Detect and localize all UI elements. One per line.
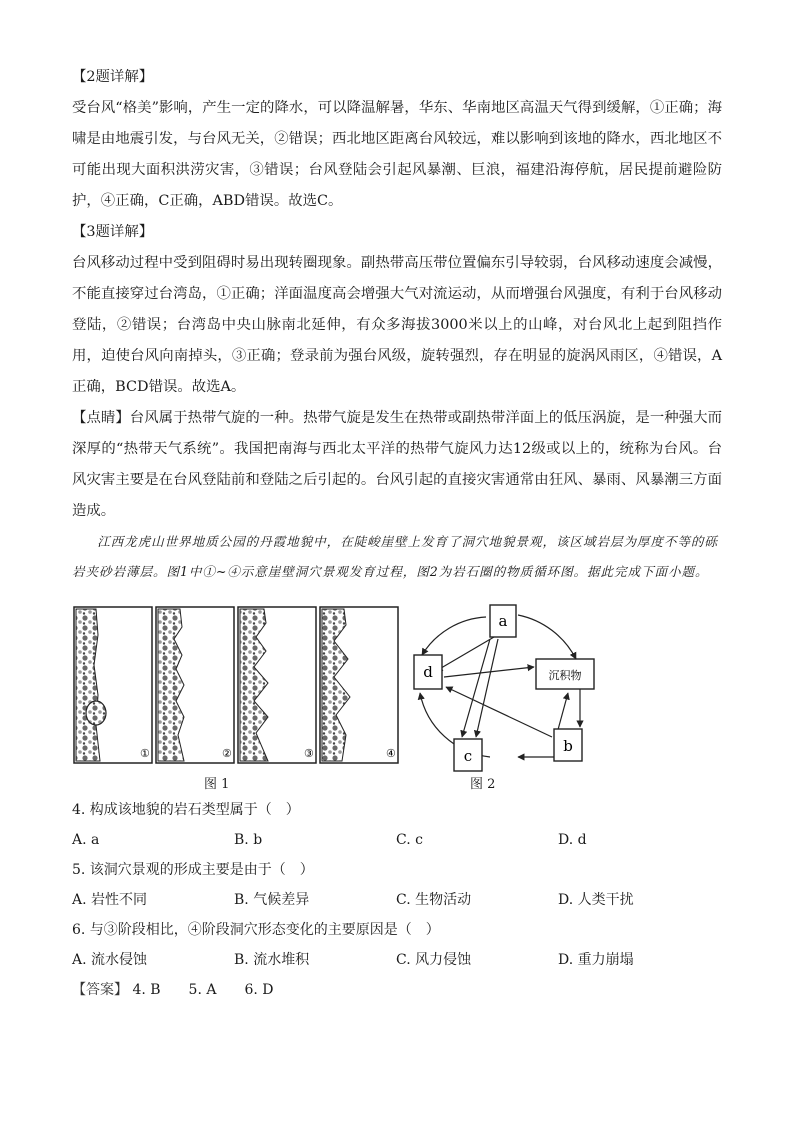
- svg-text:a: a: [498, 612, 508, 630]
- stage-label-2: ②: [222, 747, 232, 760]
- question-5-options: [72, 885, 722, 915]
- figure-1-caption: 图 1: [204, 777, 230, 792]
- option-b[interactable]: B. 流水堆积: [234, 952, 310, 968]
- option-b[interactable]: B. b: [234, 832, 263, 848]
- node-d: [414, 655, 442, 689]
- question-5-stem: 5. 该洞穴景观的形成主要是由于（ ）: [72, 862, 314, 878]
- question-4-options: [72, 825, 722, 855]
- figure-2-rock-cycle: [406, 597, 606, 773]
- question-6-options: [72, 945, 722, 975]
- stage-panel-3: [238, 607, 316, 763]
- section-3-explanation: 台风移动过程中受到阻碍时易出现转圈现象。副热带高压带位置偏东引导较弱，台风移动速度会减慢，不能直接穿过台湾岛，①正确；洋面温度高会增强大气对流运动，从而增强台风强度，有利于台风移动登陆，②错误；台湾岛中央山脉南北延伸，有众多海拔3000米以上的山峰，对台风北上起到阻挡作用，迫使台风向南掉头，③正确；登录前为强台风级，旋转强烈，存在明显的旋涡风雨区，④错误，A正确，BCD错误。故选A。: [72, 255, 722, 395]
- figure-2-caption: 图 2: [470, 777, 496, 792]
- option-d[interactable]: D. 重力崩塌: [558, 952, 634, 968]
- figures: [72, 605, 722, 795]
- answer-line: [72, 975, 722, 1005]
- option-b[interactable]: B. 气候差异: [234, 892, 310, 908]
- option-a[interactable]: A. a: [72, 832, 100, 848]
- section-3-heading: 【3题详解】: [72, 224, 154, 240]
- stage-panel-4: [320, 607, 398, 763]
- option-c[interactable]: C. 生物活动: [396, 892, 472, 908]
- question-6-stem: 6. 与③阶段相比，④阶段洞穴形态变化的主要原因是（ ）: [72, 922, 440, 938]
- figure-1-cliff-cave-stages: [72, 605, 406, 765]
- stage-label-4: ④: [386, 747, 396, 760]
- key-point-note: 【点睛】台风属于热带气旋的一种。热带气旋是发生在热带或副热带洋面上的低压涡旋，是一种强大而深厚的“热带天气系统”。我国把南海与西北太平洋的热带气旋风力达12级或以上的，统称为台风。台风灾害主要是在台风登陆前和登陆之后引起的。台风引起的直接灾害通常由狂风、暴雨、风暴潮三方面造成。: [72, 410, 722, 519]
- node-b: [554, 729, 582, 761]
- stage-label-1: ①: [140, 747, 150, 760]
- svg-text:d: d: [423, 663, 433, 681]
- page-content: [72, 62, 722, 1005]
- question-4-stem: 4. 构成该地貌的岩石类型属于（ ）: [72, 802, 300, 818]
- question-material: 江西龙虎山世界地质公园的丹霞地貌中，在陡峻崖壁上发育了洞穴地貌景观，该区域岩层为厚度不等的砾岩夹砂岩薄层。图1中①~④示意崖壁洞穴景观发育过程，图2为岩石圈的物质循环图。据此完成下面小题。: [72, 534, 718, 579]
- answer-text: 4. B 5. A 6. D: [132, 982, 274, 998]
- option-c[interactable]: C. 风力侵蚀: [396, 952, 472, 968]
- stage-panel-2: [156, 607, 234, 763]
- option-a[interactable]: A. 岩性不同: [72, 892, 148, 908]
- svg-text:b: b: [563, 737, 573, 755]
- option-d[interactable]: D. d: [558, 832, 587, 848]
- option-c[interactable]: C. c: [396, 832, 423, 848]
- option-a[interactable]: A. 流水侵蚀: [72, 952, 148, 968]
- stage-panel-1: [74, 607, 152, 763]
- svg-text:c: c: [463, 747, 473, 765]
- option-d[interactable]: D. 人类干扰: [558, 892, 634, 908]
- node-sediment: [536, 659, 594, 689]
- answer-tag: 【答案】: [72, 982, 128, 998]
- node-a: [490, 605, 516, 637]
- section-2-explanation: 受台风“格美”影响，产生一定的降水，可以降温解暑，华东、华南地区高温天气得到缓解，①正确；海啸是由地震引发，与台风无关，②错误；西北地区距离台风较远，难以影响到该地的降水，西北地区不可能出现大面积洪涝灾害，③错误；台风登陆会引起风暴潮、巨浪，福建沿海停航，居民提前避险防护，④正确，C正确，ABD错误。故选C。: [72, 100, 722, 209]
- section-2-heading: 【2题详解】: [72, 69, 154, 85]
- svg-text:沉积物: 沉积物: [548, 669, 582, 682]
- stage-label-3: ③: [304, 747, 314, 760]
- node-c: [454, 739, 482, 771]
